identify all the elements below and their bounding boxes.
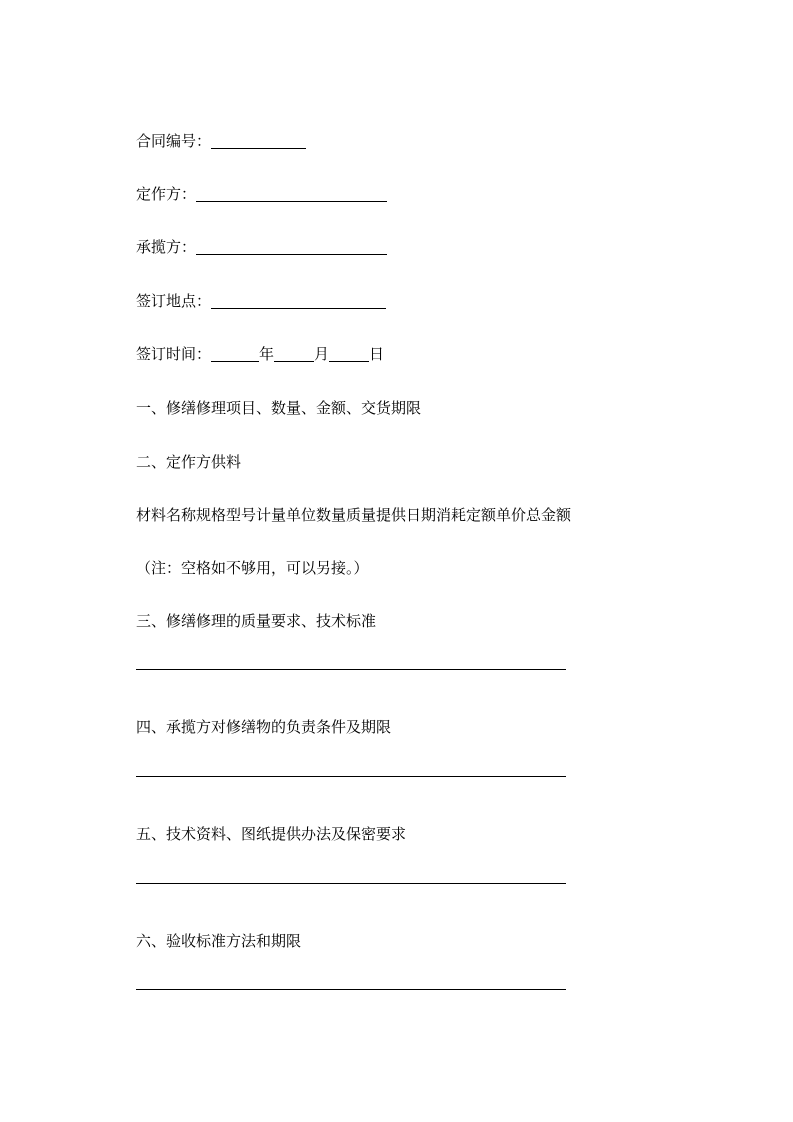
year-blank	[211, 347, 259, 362]
sign-time-field	[136, 344, 384, 364]
month-blank	[274, 347, 314, 362]
year-label: 年	[259, 345, 275, 363]
contractor-label: 承揽方：	[136, 238, 197, 256]
section-6-title: 六、验收标准方法和期限	[136, 932, 302, 950]
section-2-note: （注：空格如不够用，可以另接。）	[136, 559, 369, 577]
contract-number-field	[136, 131, 306, 151]
sign-place-label: 签订地点：	[136, 292, 212, 310]
orderer-field	[136, 184, 387, 204]
contractor-field	[136, 237, 387, 257]
sign-place-blank	[211, 294, 386, 309]
section-2-table-header: 材料名称规格型号计量单位数量质量提供日期消耗定额单价总金额	[136, 506, 572, 524]
section-3-title: 三、修缮修理的质量要求、技术标准	[136, 612, 377, 630]
contractor-blank	[196, 240, 387, 255]
orderer-blank	[196, 187, 387, 202]
section-1-title: 一、修缮修理项目、数量、金额、交货期限	[136, 399, 422, 417]
section-5-fill-line	[136, 883, 566, 884]
month-label: 月	[314, 345, 330, 363]
orderer-label: 定作方：	[136, 185, 197, 203]
section-2-title: 二、定作方供料	[136, 453, 242, 471]
sign-time-label: 签订时间：	[136, 345, 212, 363]
contract-number-blank	[211, 134, 306, 149]
section-3-fill-line	[136, 669, 566, 670]
day-blank	[329, 347, 369, 362]
section-4-fill-line	[136, 776, 566, 777]
section-6-fill-line	[136, 989, 566, 990]
section-4-title: 四、承揽方对修缮物的负责条件及期限	[136, 718, 392, 736]
day-label: 日	[369, 345, 385, 363]
section-5-title: 五、技术资料、图纸提供办法及保密要求	[136, 825, 407, 843]
sign-place-field	[136, 291, 386, 311]
contract-number-label: 合同编号：	[136, 132, 212, 150]
